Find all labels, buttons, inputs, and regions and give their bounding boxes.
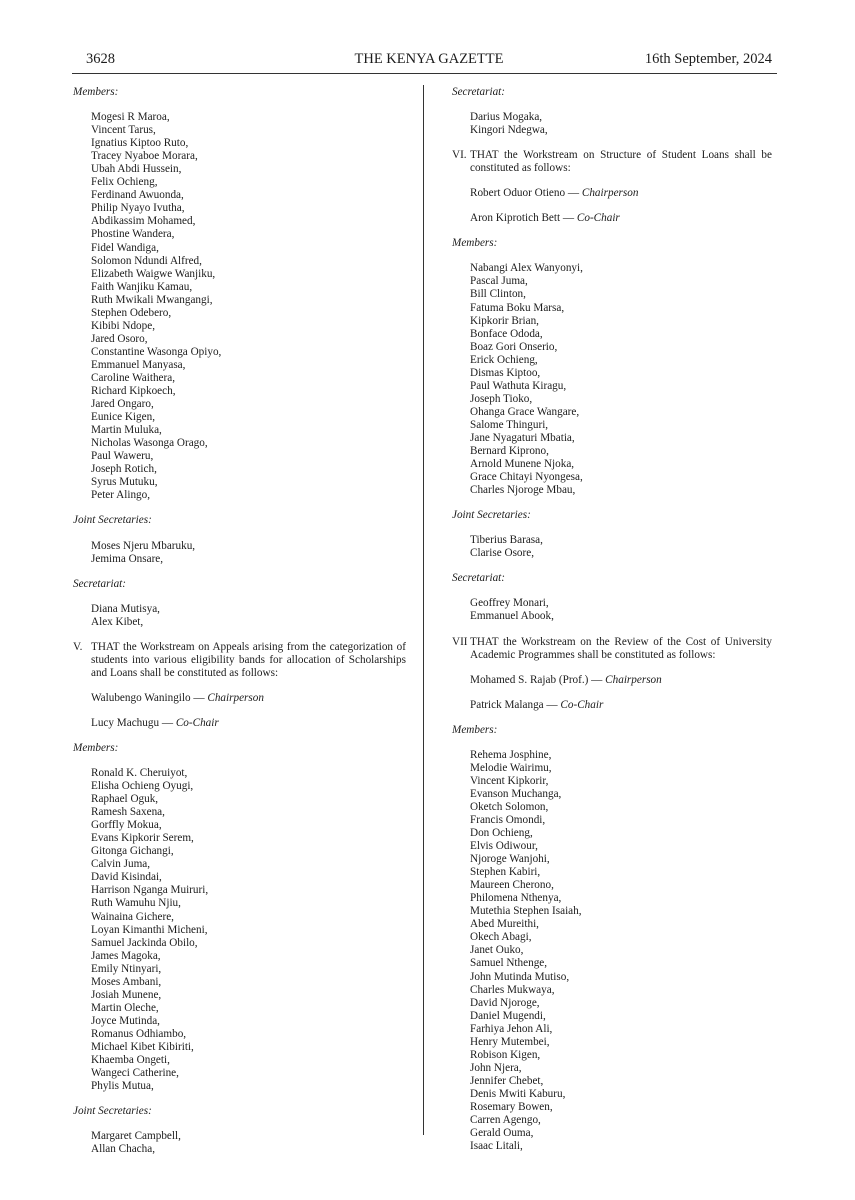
name-entry: Nabangi Alex Wanyonyi,: [470, 262, 583, 275]
name-entry: Melodie Wairimu,: [470, 761, 552, 774]
secretariat-list: [470, 111, 772, 137]
name-entry: Rosemary Bowen,: [470, 1101, 553, 1113]
name-entry: Paul Waweru,: [91, 450, 154, 463]
name-entry: Caroline Waithera,: [91, 371, 176, 384]
name-entry: Henry Mutembei,: [470, 1035, 550, 1048]
name-entry: Oketch Solomon,: [470, 800, 549, 813]
name-entry: Paul Wathuta Kiragu,: [470, 379, 567, 392]
name-entry: Rehema Josphine,: [470, 748, 552, 761]
publication-date: 16th September, 2024: [644, 51, 772, 67]
name-entry: Martin Oleche,: [91, 1001, 159, 1014]
secretariat-list: [91, 603, 406, 629]
name-entry: Joseph Tioko,: [470, 392, 533, 405]
name-entry: Wainaina Gichere,: [91, 910, 174, 923]
name-entry: Constantine Wasonga Opiyo,: [91, 345, 222, 358]
joint-secretaries-heading: Joint Secretaries:: [452, 509, 531, 522]
name-entry: Emmanuel Manyasa,: [91, 358, 186, 371]
name-entry: Daniel Mugendi,: [470, 1009, 546, 1022]
co-chair-role: Co-Chair: [560, 698, 604, 711]
name-entry: Mogesi R Maroa,: [91, 111, 170, 124]
chairperson-line: [470, 674, 772, 687]
name-entry: Farhiya Jehon Ali,: [470, 1022, 553, 1035]
chairperson-name: Walubengo Waningilo —: [91, 691, 205, 704]
name-entry: Bernard Kiprono,: [470, 445, 549, 458]
name-entry: Mutethia Stephen Isaiah,: [470, 905, 582, 918]
joint-secretaries-heading: Joint Secretaries:: [73, 514, 152, 527]
secretariat-heading: Secretariat:: [73, 577, 127, 590]
name-entry: Ubah Abdi Hussein,: [91, 163, 182, 176]
name-entry: Moses Ambani,: [91, 975, 162, 988]
name-entry: Eunice Kigen,: [91, 411, 155, 424]
name-entry: Harrison Nganga Muiruri,: [91, 884, 209, 897]
joint-secretaries-heading: Joint Secretaries:: [73, 1105, 152, 1118]
members-heading: Members:: [73, 86, 119, 98]
name-entry: Vincent Kipkorir,: [470, 774, 549, 787]
joint-secretaries-list: [91, 1130, 406, 1156]
name-entry: Jennifer Chebet,: [470, 1074, 544, 1087]
workstream-paragraph: [73, 641, 406, 680]
workstream-paragraph: [452, 149, 772, 175]
co-chair-name: Lucy Machugu —: [91, 716, 174, 729]
name-entry: Elisha Ochieng Oyugi,: [91, 780, 194, 793]
name-entry: Charles Mukwaya,: [470, 983, 555, 996]
name-entry: Wangeci Catherine,: [91, 1067, 179, 1080]
name-entry: Samuel Jackinda Obilo,: [91, 936, 198, 949]
name-entry: Francis Omondi,: [470, 813, 546, 826]
name-entry: Bill Clinton,: [470, 288, 526, 301]
name-entry: Bonface Ododa,: [470, 327, 543, 340]
co-chair-line: [470, 212, 772, 225]
name-entry: Darius Mogaka,: [470, 111, 543, 124]
joint-secretaries-list: [470, 534, 772, 560]
name-entry: Geoffrey Monari,: [470, 597, 549, 610]
name-entry: David Njoroge,: [470, 996, 540, 1009]
name-entry: Evans Kipkorir Serem,: [91, 832, 194, 845]
co-chair-role: Co-Chair: [175, 716, 219, 729]
name-entry: Emmanuel Abook,: [470, 610, 554, 623]
name-entry: Phylis Mutua,: [91, 1080, 154, 1093]
paragraph-numeral: VII: [452, 635, 468, 648]
paragraph-numeral: V.: [73, 640, 83, 653]
member-list: [91, 767, 406, 1093]
name-entry: Charles Njoroge Mbau,: [470, 484, 576, 497]
name-entry: Vincent Tarus,: [91, 124, 156, 137]
name-entry: Felix Ochieng,: [91, 176, 158, 189]
name-entry: Stephen Odebero,: [91, 306, 172, 319]
name-entry: Richard Kipkoech,: [91, 385, 176, 398]
paragraph-numeral: VI.: [452, 149, 467, 162]
chairperson-role: Chairperson: [207, 691, 264, 704]
name-entry: Ferdinand Awuonda,: [91, 189, 184, 202]
chairperson-name: Mohamed S. Rajab (Prof.) —: [470, 673, 603, 686]
name-entry: Jemima Onsare,: [91, 552, 164, 565]
name-entry: Evanson Muchanga,: [470, 787, 562, 800]
secretariat-heading: Secretariat:: [452, 86, 506, 98]
name-entry: Nicholas Wasonga Orago,: [91, 437, 208, 450]
name-entry: Maureen Cherono,: [470, 879, 554, 892]
paragraph-text: THAT the Workstream on Structure of Student Loans shall be constituted as follows:: [470, 149, 772, 175]
name-entry: Jane Nyagaturi Mbatia,: [470, 431, 575, 444]
page-header: [86, 51, 772, 71]
name-entry: David Kisindai,: [91, 871, 162, 884]
page-number: 3628: [86, 51, 115, 67]
name-entry: Denis Mwiti Kaburu,: [470, 1087, 566, 1100]
name-entry: Ronald K. Cheruiyot,: [91, 767, 188, 780]
name-entry: Pascal Juma,: [470, 275, 528, 288]
name-entry: Loyan Kimanthi Micheni,: [91, 923, 208, 936]
name-entry: Elizabeth Waigwe Wanjiku,: [91, 267, 216, 280]
name-entry: Boaz Gori Onserio,: [470, 340, 558, 353]
name-entry: Margaret Campbell,: [91, 1130, 181, 1143]
name-entry: Kingori Ndegwa,: [470, 124, 548, 137]
name-entry: Martin Muluka,: [91, 424, 162, 437]
name-entry: Stephen Kabiri,: [470, 866, 541, 879]
workstream-paragraph: [452, 636, 772, 662]
paragraph-text: THAT the Workstream on Appeals arising from the categorization of students into various eligibility bands for allocation of Scholarships and Loans shall be constituted as follows:: [91, 640, 406, 679]
name-entry: Ruth Mwikali Mwangangi,: [91, 293, 213, 306]
name-entry: Ruth Wamuhu Njiu,: [91, 897, 181, 910]
name-entry: Janet Ouko,: [470, 944, 524, 957]
chairperson-line: [470, 187, 772, 200]
secretariat-list: [470, 597, 772, 623]
name-entry: Philomena Nthenya,: [470, 892, 562, 905]
name-entry: Syrus Mutuku,: [91, 476, 158, 489]
name-entry: Salome Thinguri,: [470, 418, 549, 431]
name-entry: Kibibi Ndope,: [91, 319, 156, 332]
name-entry: Khaemba Ongeti,: [91, 1054, 170, 1067]
name-entry: Ohanga Grace Wangare,: [470, 405, 580, 418]
chairperson-line: [91, 692, 406, 705]
name-entry: Gorffly Mokua,: [91, 819, 162, 832]
member-list: [470, 749, 772, 1153]
name-entry: John Mutinda Mutiso,: [470, 970, 570, 983]
name-entry: Elvis Odiwour,: [470, 840, 538, 853]
name-entry: Moses Njeru Mbaruku,: [91, 539, 196, 552]
name-entry: Njoroge Wanjohi,: [470, 853, 550, 866]
name-entry: Joyce Mutinda,: [91, 1014, 160, 1027]
name-entry: Kipkorir Brian,: [470, 314, 539, 327]
name-entry: Ignatius Kiptoo Ruto,: [91, 137, 189, 150]
left-column: [73, 86, 406, 1168]
name-entry: Josiah Munene,: [91, 988, 162, 1001]
name-entry: Clarise Osore,: [470, 547, 535, 560]
co-chair-line: [470, 699, 772, 712]
name-entry: Gitonga Gichangi,: [91, 845, 174, 858]
name-entry: Diana Mutisya,: [91, 602, 160, 615]
members-heading: Members:: [452, 237, 498, 250]
chairperson-role: Chairperson: [581, 187, 639, 200]
name-entry: Tiberius Barasa,: [470, 534, 543, 547]
name-entry: Carren Agengo,: [470, 1114, 541, 1127]
column-divider: [423, 85, 424, 1135]
name-entry: Erick Ochieng,: [470, 353, 538, 366]
name-entry: Isaac Litali,: [470, 1140, 523, 1153]
name-entry: Don Ochieng,: [470, 827, 533, 840]
name-entry: Romanus Odhiambo,: [91, 1027, 187, 1040]
name-entry: Faith Wanjiku Kamau,: [91, 280, 193, 293]
publication-title: THE KENYA GAZETTE: [354, 51, 504, 67]
member-list: [91, 111, 406, 502]
members-heading: Members:: [452, 723, 498, 736]
co-chair-line: [91, 717, 406, 730]
name-entry: Dismas Kiptoo,: [470, 366, 541, 379]
secretariat-heading: Secretariat:: [452, 572, 506, 585]
chairperson-role: Chairperson: [605, 673, 662, 686]
name-entry: Calvin Juma,: [91, 858, 151, 871]
paragraph-text: THAT the Workstream on the Review of the Cost of University Academic Programmes shall be constituted as follows:: [470, 635, 772, 661]
name-entry: Abed Mureithi,: [470, 918, 539, 931]
name-entry: Samuel Nthenge,: [470, 957, 548, 970]
name-entry: Ramesh Saxena,: [91, 806, 165, 819]
name-entry: Allan Chacha,: [91, 1143, 155, 1156]
name-entry: Alex Kibet,: [91, 615, 144, 628]
name-entry: Philip Nyayo Ivutha,: [91, 202, 185, 215]
name-entry: Joseph Rotich,: [91, 463, 157, 476]
chairperson-name: Robert Oduor Otieno —: [470, 187, 580, 200]
name-entry: Solomon Ndundi Alfred,: [91, 254, 202, 267]
name-entry: Jared Ongaro,: [91, 398, 154, 411]
name-entry: Abdikassim Mohamed,: [91, 215, 196, 228]
name-entry: Fatuma Boku Marsa,: [470, 301, 565, 314]
name-entry: Emily Ntinyari,: [91, 962, 162, 975]
name-entry: Jared Osoro,: [91, 332, 148, 345]
name-entry: Tracey Nyaboe Morara,: [91, 150, 198, 163]
name-entry: Peter Alingo,: [91, 489, 151, 502]
name-entry: Arnold Munene Njoka,: [470, 458, 575, 471]
co-chair-name: Patrick Malanga —: [470, 698, 558, 711]
name-entry: James Magoka,: [91, 949, 161, 962]
name-entry: Fidel Wandiga,: [91, 241, 159, 254]
name-entry: Okech Abagi,: [470, 931, 532, 944]
right-column: [452, 86, 772, 1165]
name-entry: Michael Kibet Kibiriti,: [91, 1041, 194, 1053]
name-entry: Robison Kigen,: [470, 1048, 541, 1061]
name-entry: Grace Chitayi Nyongesa,: [470, 471, 583, 484]
joint-secretaries-list: [91, 540, 406, 566]
name-entry: Raphael Oguk,: [91, 793, 159, 806]
member-list: [470, 262, 772, 497]
co-chair-role: Co-Chair: [576, 212, 620, 225]
co-chair-name: Aron Kiprotich Bett —: [470, 212, 575, 225]
name-entry: Gerald Ouma,: [470, 1127, 534, 1140]
header-rule: [72, 73, 777, 74]
name-entry: Phostine Wandera,: [91, 228, 175, 241]
members-heading: Members:: [73, 741, 119, 754]
name-entry: John Njera,: [470, 1061, 522, 1074]
